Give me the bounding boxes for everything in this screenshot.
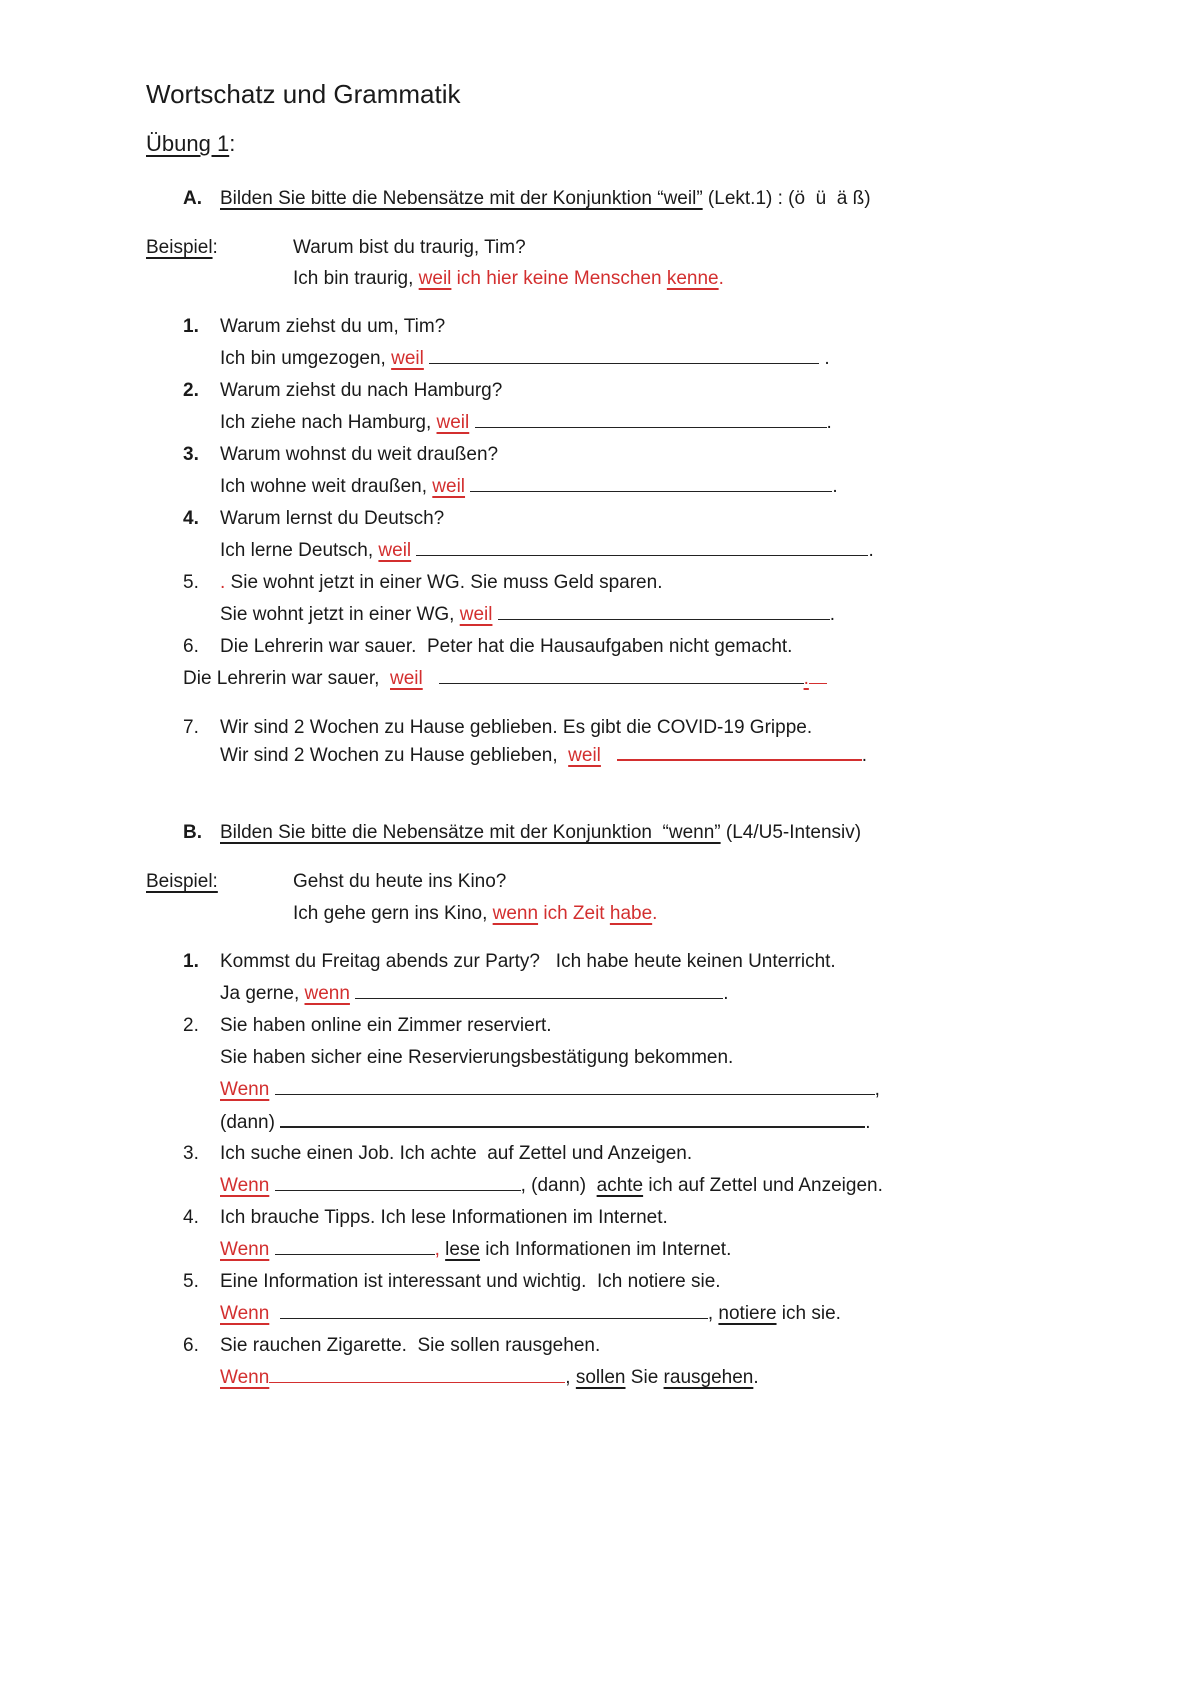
a-item-3-number: 3. (183, 444, 199, 465)
b-item-1-question: Kommst du Freitag abends zur Party? Ich habe heute keinen Unterricht. (220, 951, 836, 972)
a-item-4-number: 4. (183, 508, 199, 529)
a-item-3-conjunction: weil (432, 476, 466, 497)
b-item-4-question: Ich brauche Tipps. Ich lese Informationen im Internet. (220, 1207, 668, 1228)
example-a-dot: . (718, 268, 724, 289)
section-a-suffix: (Lekt.1) : (ö ü ä ß) (702, 188, 871, 209)
example-a-verb: kenne (666, 268, 719, 289)
a-item-4-conjunction: weil (378, 540, 412, 561)
example-b-label-text: Beispiel: (146, 871, 218, 892)
a-item-1-conjunction: weil (391, 348, 424, 369)
page-title: Wortschatz und Grammatik (146, 79, 461, 109)
b-item-5-answer: Wenn , notiere ich sie. (220, 1303, 841, 1324)
example-a-conjunction: weil (418, 268, 452, 289)
a-item-5-conjunction: weil (459, 604, 493, 625)
a-item-1-question: Warum ziehst du um, Tim? (220, 316, 446, 337)
b-item-1-conjunction: wenn (304, 983, 350, 1004)
b-item-6-blank[interactable] (269, 1366, 565, 1383)
b-item-3-conjunction: Wenn (220, 1175, 270, 1196)
exercise-heading (146, 130, 235, 158)
a-item-7-number: 7. (183, 717, 199, 738)
a-item-6-answer: Die Lehrerin war sauer, weil . (183, 667, 827, 691)
example-b-conjunction: wenn (492, 903, 539, 924)
a-item-5-answer: Sie wohnt jetzt in einer WG, weil . (220, 604, 836, 625)
b-item-2-question-2: Sie haben sicher eine Reservierungsbestätigung bekommen. (220, 1047, 734, 1068)
a-item-3-blank[interactable] (470, 475, 832, 492)
b-item-4-verb: lese (445, 1239, 480, 1260)
a-item-6-trailing (809, 667, 827, 684)
b-item-2-conjunction: Wenn (220, 1079, 270, 1100)
b-item-2-blank-2[interactable] (280, 1110, 865, 1128)
a-item-5-number: 5. (183, 572, 199, 593)
a-item-6-end: . (803, 668, 809, 689)
example-a-colon: : (212, 237, 218, 258)
b-item-1-number: 1. (183, 951, 199, 972)
a-item-7-answer: Wir sind 2 Wochen zu Hause geblieben, weil . (220, 745, 868, 766)
b-item-6-verb-2: rausgehen (663, 1367, 754, 1388)
a-item-3-question: Warum wohnst du weit draußen? (220, 444, 499, 465)
b-item-6-verb: sollen (575, 1367, 626, 1388)
b-item-4-conjunction: Wenn (220, 1239, 270, 1260)
b-item-3-verb: achte (596, 1175, 644, 1196)
section-b-instruction (220, 821, 861, 845)
a-item-4-answer: Ich lerne Deutsch, weil . (220, 540, 874, 561)
a-item-1-blank[interactable] (429, 347, 819, 364)
a-item-7-conjunction: weil (568, 745, 601, 766)
section-b-heading (183, 821, 202, 845)
example-a-answer-mid: ich hier keine Menschen (451, 268, 667, 289)
b-item-1-blank[interactable] (355, 982, 723, 999)
a-item-2-question: Warum ziehst du nach Hamburg? (220, 380, 503, 401)
b-item-4-blank[interactable] (275, 1238, 435, 1255)
a-item-4-blank[interactable] (416, 539, 868, 556)
a-item-6-question: Die Lehrerin war sauer. Peter hat die Hausaufgaben nicht gemacht. (220, 636, 793, 657)
b-item-6-number: 6. (183, 1335, 199, 1356)
a-item-5-question: . Sie wohnt jetzt in einer WG. Sie muss Geld sparen. (220, 572, 663, 593)
b-item-2-question: Sie haben online ein Zimmer reserviert. (220, 1015, 552, 1036)
example-a-answer (293, 267, 724, 291)
b-item-5-verb: notiere (718, 1303, 777, 1324)
b-item-6-question: Sie rauchen Zigarette. Sie sollen rausgehen. (220, 1335, 601, 1356)
a-item-2-conjunction: weil (436, 412, 470, 433)
example-b-verb: habe (609, 903, 653, 924)
b-item-5-number: 5. (183, 1271, 199, 1292)
b-item-5-blank[interactable] (280, 1302, 708, 1319)
section-b-suffix: (L4/U5-Intensiv) (720, 822, 862, 843)
b-item-5-question: Eine Information ist interessant und wichtig. Ich notiere sie. (220, 1271, 721, 1292)
section-a-letter: A. (183, 188, 202, 209)
b-item-2-blank[interactable] (275, 1078, 875, 1095)
b-item-4-number: 4. (183, 1207, 199, 1228)
a-item-6-number: 6. (183, 636, 199, 657)
a-item-6-blank[interactable] (439, 667, 804, 684)
b-item-2-answer: Wenn , (220, 1079, 880, 1100)
a-item-7-question: Wir sind 2 Wochen zu Hause geblieben. Es gibt die COVID-19 Grippe. (220, 717, 813, 738)
section-b-instruction-text: Bilden Sie bitte die Nebensätze mit der Konjunktion “wenn” (220, 822, 721, 843)
example-b-label (146, 870, 218, 894)
a-item-2-blank[interactable] (475, 411, 827, 428)
a-item-2-number: 2. (183, 380, 199, 401)
section-a-instruction-text: Bilden Sie bitte die Nebensätze mit der Konjunktion “weil” (220, 188, 703, 209)
a-item-6-conjunction: weil (390, 668, 423, 689)
example-a-label-text: Beispiel (146, 237, 213, 258)
b-item-2-number: 2. (183, 1015, 199, 1036)
a-item-3-answer: Ich wohne weit draußen, weil . (220, 476, 838, 497)
exercise-colon: : (229, 131, 236, 156)
section-a-instruction (220, 187, 871, 211)
example-b-question: Gehst du heute ins Kino? (293, 871, 507, 892)
a-item-7-blank[interactable] (617, 743, 862, 761)
b-item-3-number: 3. (183, 1143, 199, 1164)
a-item-1-answer: Ich bin umgezogen, weil . (220, 348, 830, 369)
b-item-3-blank[interactable] (275, 1174, 521, 1191)
example-a-question: Warum bist du traurig, Tim? (293, 237, 526, 258)
a-item-5-blank[interactable] (498, 603, 830, 620)
b-item-2-answer-2: (dann) . (220, 1112, 871, 1133)
a-item-2-answer: Ich ziehe nach Hamburg, weil . (220, 412, 832, 433)
b-item-3-question: Ich suche einen Job. Ich achte auf Zettel und Anzeigen. (220, 1143, 693, 1164)
b-item-6-conjunction: Wenn (220, 1367, 270, 1388)
b-item-3-answer: Wenn , (dann) achte ich auf Zettel und Anzeigen. (220, 1175, 883, 1196)
b-item-4-answer: Wenn , lese ich Informationen im Internet. (220, 1239, 732, 1260)
example-b-answer: Ich gehe gern ins Kino, wenn ich Zeit habe. (293, 903, 658, 924)
exercise-label: Übung 1 (146, 131, 230, 156)
a-item-1-number: 1. (183, 316, 199, 337)
b-item-1-answer: Ja gerne, wenn . (220, 983, 729, 1004)
section-a-heading (183, 187, 202, 211)
example-a-label (146, 236, 218, 260)
b-item-5-conjunction: Wenn (220, 1303, 270, 1324)
b-item-6-answer: Wenn , sollen Sie rausgehen. (220, 1367, 759, 1388)
example-a-answer-start: Ich bin traurig, (293, 268, 419, 289)
a-item-4-question: Warum lernst du Deutsch? (220, 508, 445, 529)
section-b-letter: B. (183, 822, 202, 843)
